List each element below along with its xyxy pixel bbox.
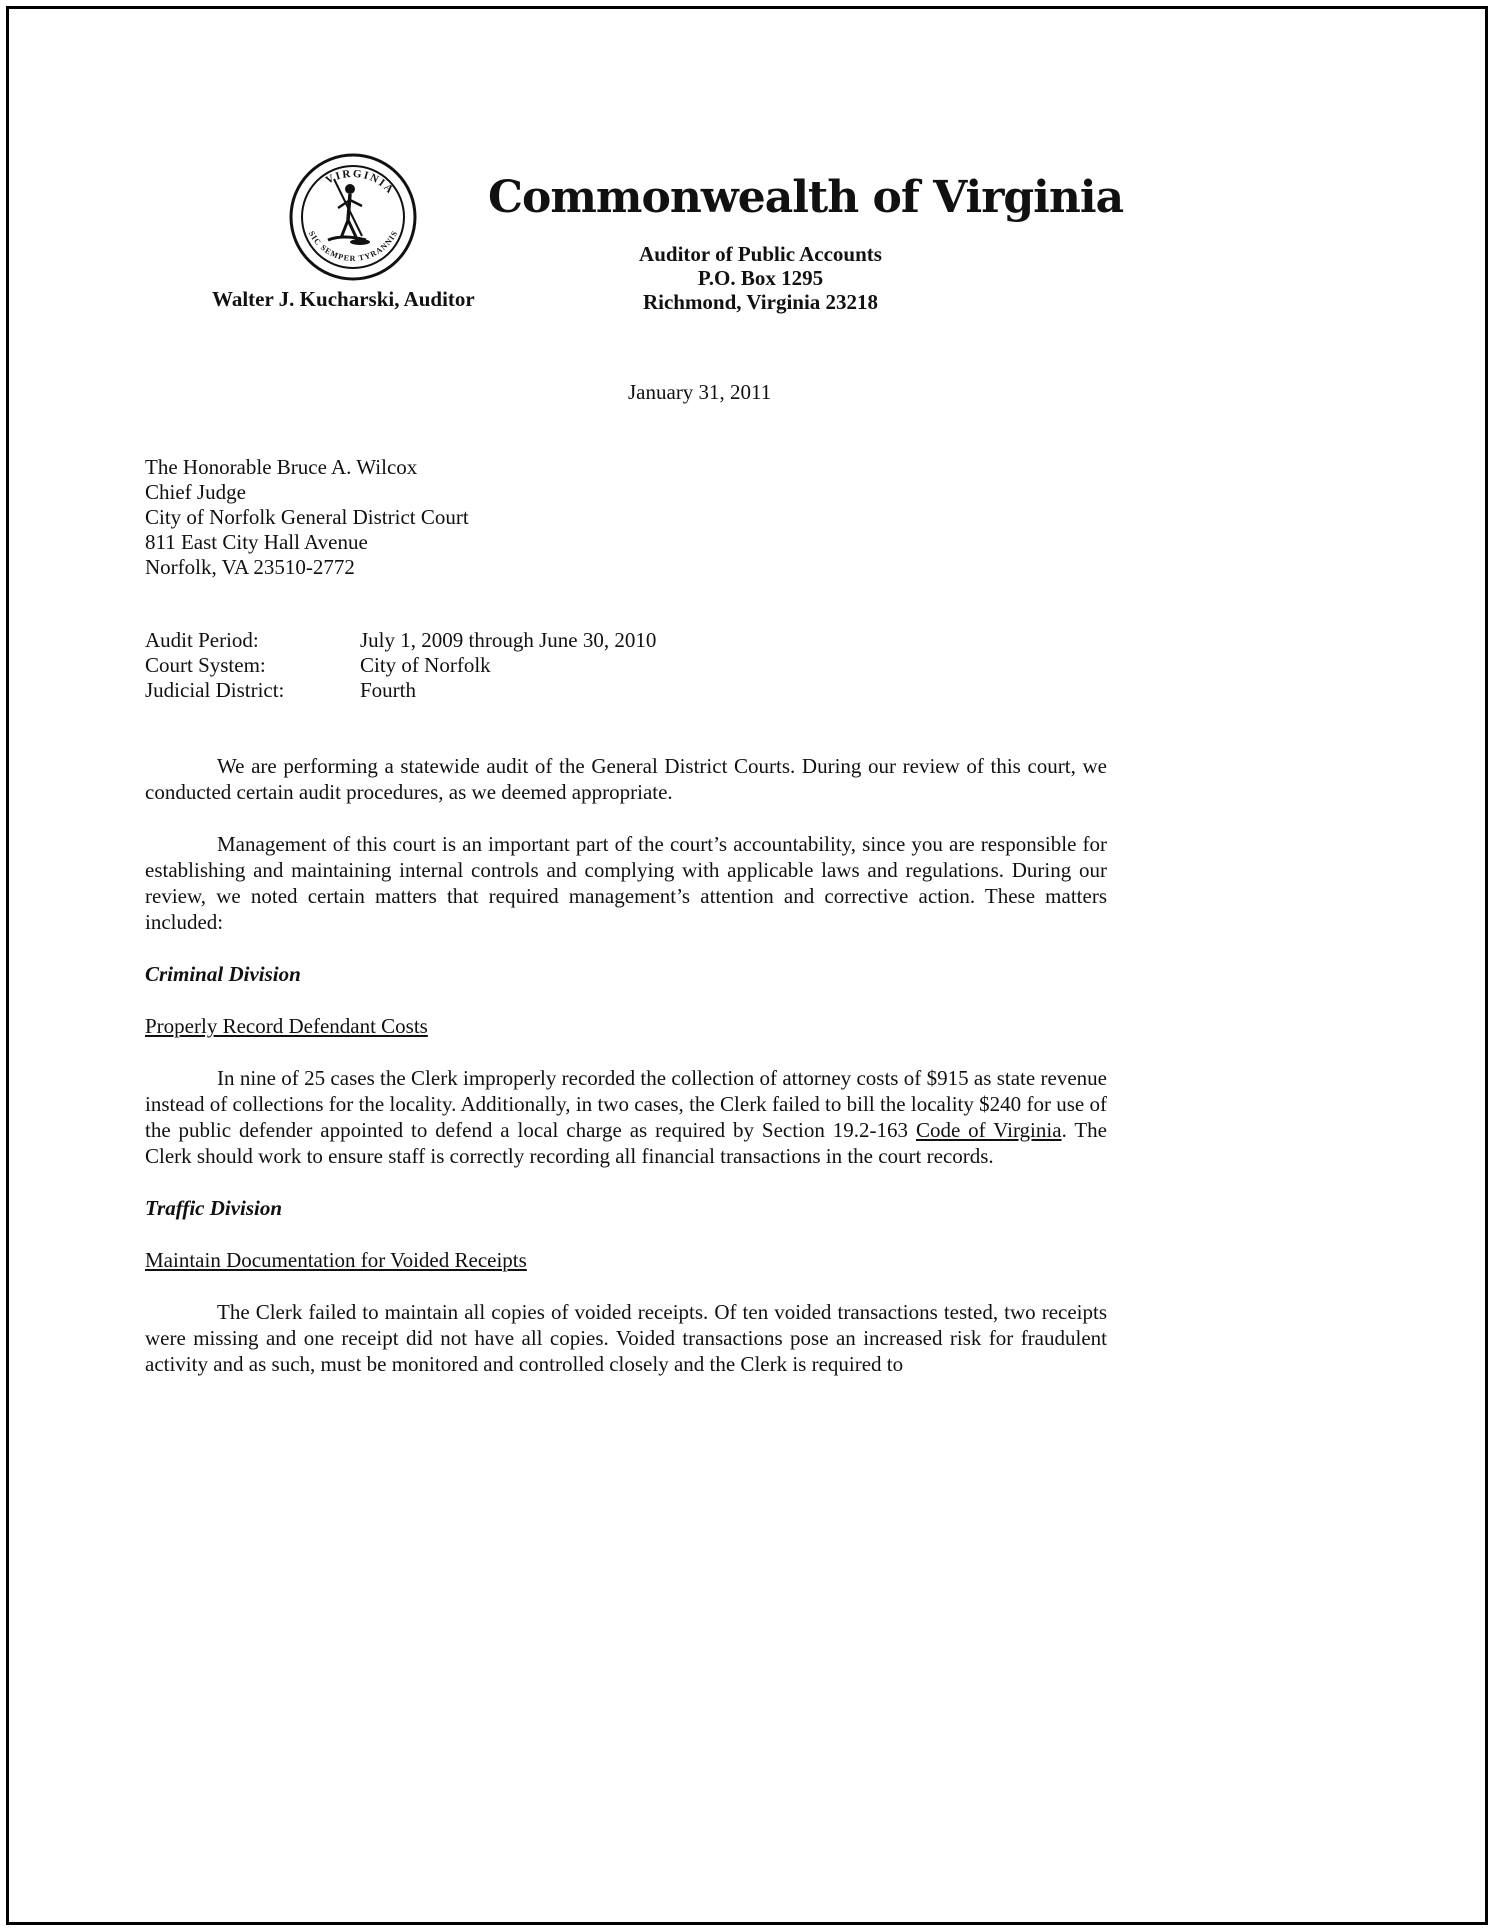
intro-paragraph: We are performing a statewide audit of the General District Courts. During our review of this court, we conducted certain audit procedures, as we deemed appropriate. [145,754,1107,804]
office-po-box: P.O. Box 1295 [697,266,824,290]
virginia-state-seal-icon [288,152,418,282]
audit-period-label: Audit Period: [145,628,259,652]
traffic-division-heading: Traffic Division [145,1196,283,1220]
management-paragraph: Management of this court is an important part of the court’s accountability, since you are responsible for establishing and maintaining internal controls and complying with applicable laws and regulations. During our review, we noted certain matters that required management’s attention and corrective action. These matters included: [145,832,1107,934]
audit-info-table [145,628,1107,703]
criminal-division-heading: Criminal Division [145,962,301,986]
code-of-virginia-citation: Code of Virginia [915,1118,1062,1142]
audit-period-value: July 1, 2009 through June 30, 2010 [360,628,657,652]
traffic-finding-heading: Maintain Documentation for Voided Receipts [145,1248,527,1272]
recipient-court: City of Norfolk General District Court [145,505,469,529]
letterhead [0,150,1494,380]
court-system-label: Court System: [145,653,266,677]
letter-content [145,380,1107,1403]
svg-text:SIC SEMPER TYRANNIS: SIC SEMPER TYRANNIS [306,228,400,263]
svg-text:VIRGINIA: VIRGINIA [323,167,397,198]
auditor-name: Walter J. Kucharski, Auditor [212,287,475,311]
judicial-district-label: Judicial District: [145,678,285,702]
recipient-title: Chief Judge [145,480,246,504]
letter-date: January 31, 2011 [628,380,772,404]
criminal-finding-heading: Properly Record Defendant Costs [145,1014,428,1038]
recipient-street: 811 East City Hall Avenue [145,530,368,554]
judicial-district-row [145,678,1107,703]
recipient-city-state-zip: Norfolk, VA 23510-2772 [145,555,355,579]
court-system-value: City of Norfolk [360,653,491,677]
criminal-paragraph-text-continued: . The Clerk should work to ensure staff is correctly recording all financial transactions in the court records. [145,1118,1107,1168]
letterhead-title: Commonwealth of Virginia [488,172,1124,223]
criminal-finding-paragraph [145,1065,1107,1169]
letterhead-office-address [488,242,1033,314]
recipient-name: The Honorable Bruce A. Wilcox [145,455,418,479]
court-system-row [145,653,1107,678]
recipient-address-block [145,455,1107,580]
office-city-state-zip: Richmond, Virginia 23218 [642,290,879,314]
audit-period-row [145,628,1107,653]
judicial-district-value: Fourth [360,678,417,702]
traffic-finding-paragraph: The Clerk failed to maintain all copies of voided receipts. Of ten voided transactions tested, two receipts were missing and one receipt did not have all copies. Voided transactions pose an increased risk for fraudulent activity and as such, must be monitored and controlled closely and the Clerk is required to [145,1300,1107,1376]
office-name: Auditor of Public Accounts [639,242,882,266]
criminal-paragraph-text: In nine of 25 cases the Clerk improperly recorded the collection of attorney costs of $915 as state revenue instead of collections for the locality. Additionally, in two cases, the Clerk failed to bill the locality $240 for use of the public defender appointed to defend a local charge as required by Section 19.2-163 [145,1066,1107,1142]
